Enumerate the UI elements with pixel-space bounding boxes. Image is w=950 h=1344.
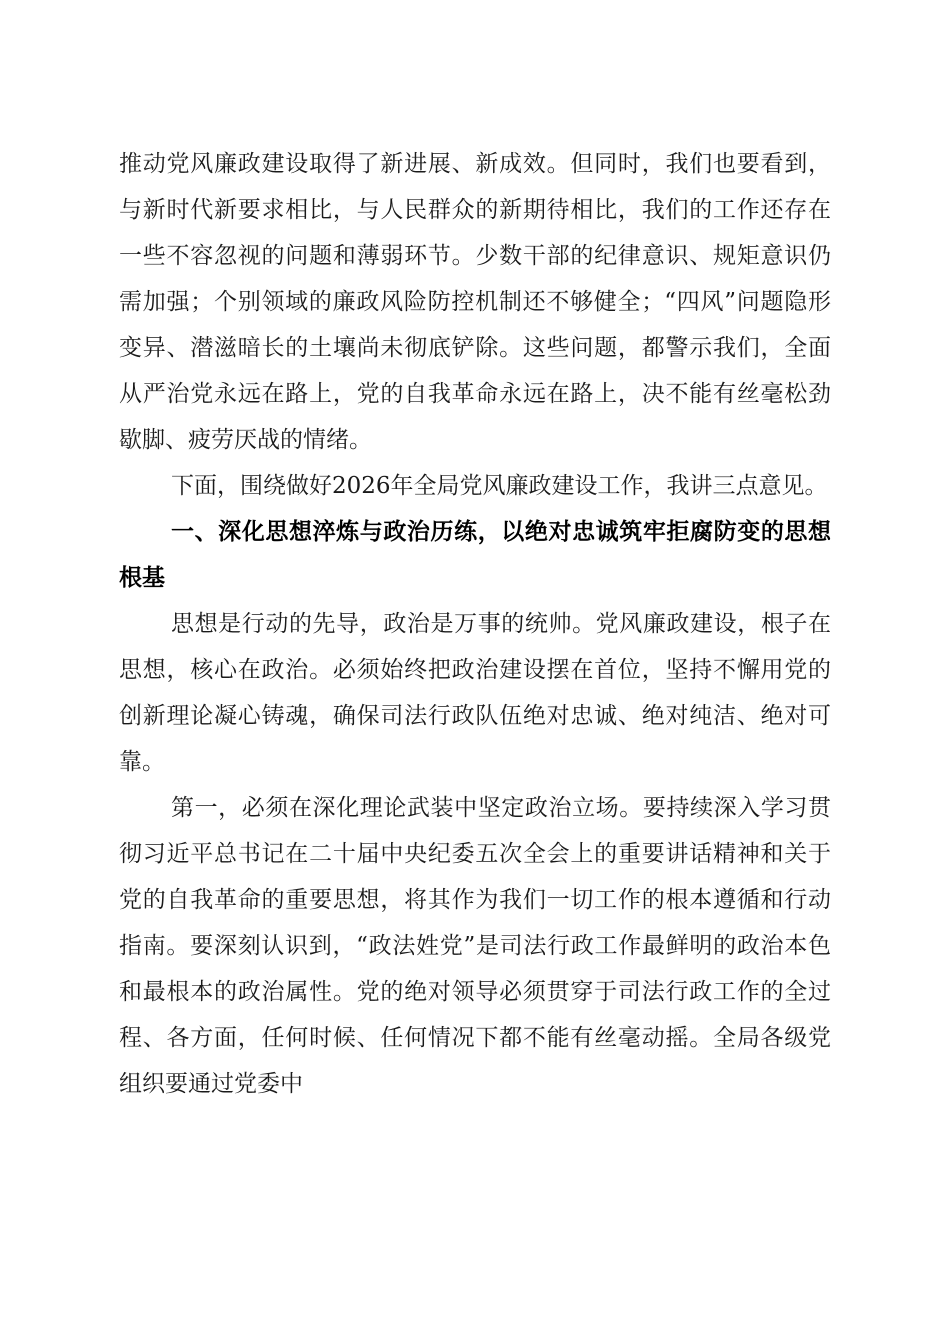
paragraph-continuation: 推动党风廉政建设取得了新进展、新成效。但同时，我们也要看到，与新时代新要求相比，与人民群众的新期待相比，我们的工作还存在一些不容忽视的问题和薄弱环节。少数干部的纪律意识、规矩意识仍需加强；个别领域的廉政风险防控机制还不够健全；“四风”问题隐形变异、潜滋暗长的土壤尚未彻底铲除。这些问题，都警示我们，全面从严治党永远在路上，党的自我革命永远在路上，决不能有丝毫松劲歇脚、疲劳厌战的情绪。 — [119, 151, 831, 453]
paragraph-intro: 下面，围绕做好2026年全局党风廉政建设工作，我讲三点意见。 — [171, 473, 828, 499]
paragraph-section-body: 思想是行动的先导，政治是万事的统帅。党风廉政建设，根子在思想，核心在政治。必须始终把政治建设摆在首位，坚持不懈用党的创新理论凝心铸魂，确保司法行政队伍绝对忠诚、绝对纯洁、绝对可靠。 — [119, 611, 831, 775]
paragraph-point-one: 第一，必须在深化理论武装中坚定政治立场。要持续深入学习贯彻习近平总书记在二十届中央纪委五次全会上的重要讲话精神和关于党的自我革命的重要思想，将其作为我们一切工作的根本遵循和行动指南。要深刻认识到，“政法姓党”是司法行政工作最鲜明的政治本色和最根本的政治属性。党的绝对领导必须贯穿于司法行政工作的全过程、各方面，任何时候、任何情况下都不能有丝毫动摇。全局各级党组织要通过党委中 — [119, 795, 831, 1097]
document-body — [119, 141, 831, 1107]
section-heading: 一、深化思想淬炼与政治历练，以绝对忠诚筑牢拒腐防变的思想根基 — [119, 519, 831, 591]
